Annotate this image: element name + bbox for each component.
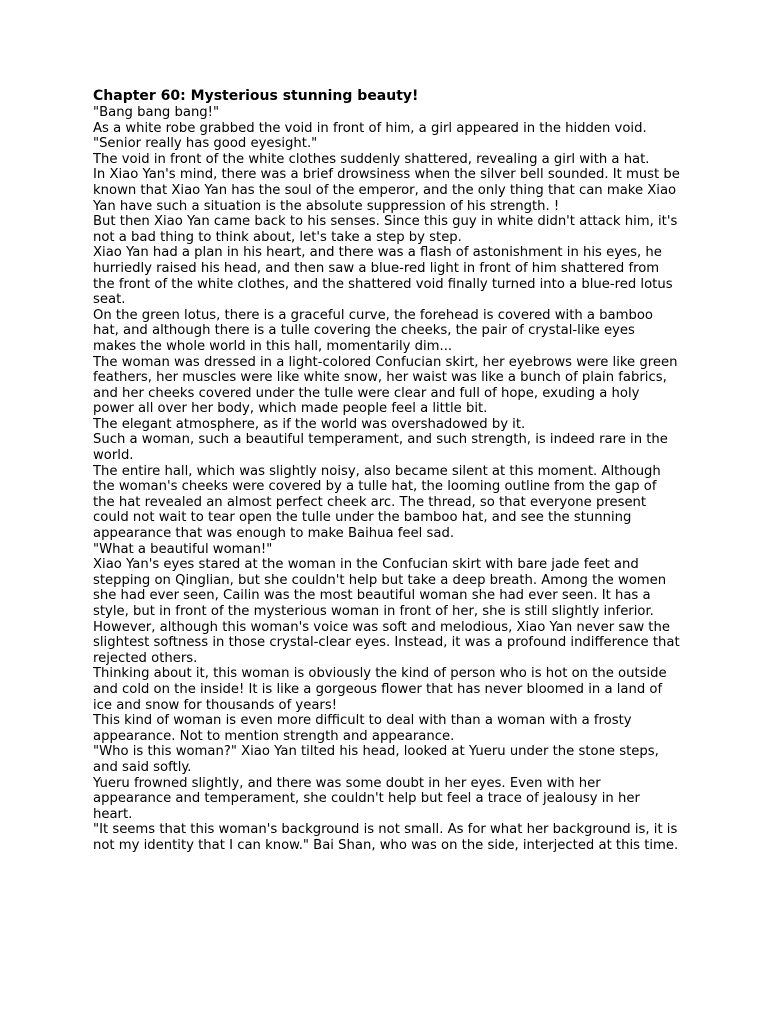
paragraph: Xiao Yan had a plan in his heart, and there was a flash of astonishment in his eyes, he hurriedly raised his head, and then saw a blue-red light in front of him shattered from the front of the white clothes, and the shattered void finally turned into a blue-red lotus seat.: [93, 245, 673, 308]
paragraph: As a white robe grabbed the void in front of him, a girl appeared in the hidden void.: [93, 120, 647, 136]
paragraph: The entire hall, which was slightly noisy, also became silent at this moment. Although the woman's cheeks were covered by a tulle hat, the looming outline from the gap of the hat revealed an almost perfect cheek arc. The thread, so that everyone present could not wait to tear open the tulle under the bamboo hat, and see the stunning appearance that was enough to make Baihua feel sad.: [93, 463, 661, 542]
paragraph: "Bang bang bang!": [93, 105, 220, 120]
paragraph: Such a woman, such a beautiful temperament, and such strength, is indeed rare in the world.: [93, 432, 668, 464]
paragraph: "It seems that this woman's background is not small. As for what her background is, it is not my identity that I can know." Bai Shan, who was on the side, interjected at this time.: [93, 822, 679, 853]
paragraph: In Xiao Yan's mind, there was a brief drowsiness when the silver bell sounded. It must be known that Xiao Yan has the soul of the emperor, and the only thing that can make Xiao Yan have such a situation is the absolute suppression of his strength. !: [93, 167, 680, 214]
paragraph: On the green lotus, there is a graceful curve, the forehead is covered with a bamboo hat, and although there is a tulle covering the cheeks, the pair of crystal-like eyes makes the whole world in this hall, momentarily dim...: [93, 307, 653, 354]
document-page: [93, 88, 681, 854]
paragraph: "Who is this woman?" Xiao Yan tilted his head, looked at Yueru under the stone steps, and said softly.: [93, 744, 659, 775]
paragraph: The void in front of the white clothes suddenly shattered, revealing a girl with a hat.: [93, 151, 650, 167]
paragraph: "What a beautiful woman!": [93, 541, 273, 557]
chapter-title: Chapter 60: Mysterious stunning beauty!: [93, 88, 419, 104]
paragraph: The woman was dressed in a light-colored Confucian skirt, her eyebrows were like green feathers, her muscles were like white snow, her waist was like a bunch of plain fabrics, and her cheeks covered under the tulle were clear and full of hope, exuding a holy power all over her body, which made people feel a little bit.: [93, 354, 678, 417]
paragraph: "Senior really has good eyesight.": [93, 136, 318, 152]
paragraph: Yueru frowned slightly, and there was some doubt in her eyes. Even with her appearance and temperament, she couldn't help but feel a trace of jealousy in her heart.: [93, 775, 640, 822]
paragraph: Xiao Yan's eyes stared at the woman in the Confucian skirt with bare jade feet and stepping on Qinglian, but she couldn't help but take a deep breath. Among the women she had ever seen, Cailin was the most beautiful woman she had ever seen. It has a style, but in front of the mysterious woman in front of her, she is still slightly inferior.: [93, 557, 667, 619]
paragraph: Thinking about it, this woman is obviously the kind of person who is hot on the outside and cold on the inside! It is like a gorgeous flower that has never bloomed in a land of ice and snow for thousands of years!: [93, 666, 667, 713]
paragraph: The elegant atmosphere, as if the world was overshadowed by it.: [93, 416, 526, 432]
paragraph: This kind of woman is even more difficult to deal with than a woman with a frosty appearance. Not to mention strength and appearance.: [93, 713, 632, 744]
paragraph: However, although this woman's voice was soft and melodious, Xiao Yan never saw the slightest softness in those crystal-clear eyes. Instead, it was a profound indifference that rejected others.: [93, 619, 680, 666]
paragraph: But then Xiao Yan came back to his senses. Since this guy in white didn't attack him, it's not a bad thing to think about, let's take a step by step.: [93, 214, 678, 245]
